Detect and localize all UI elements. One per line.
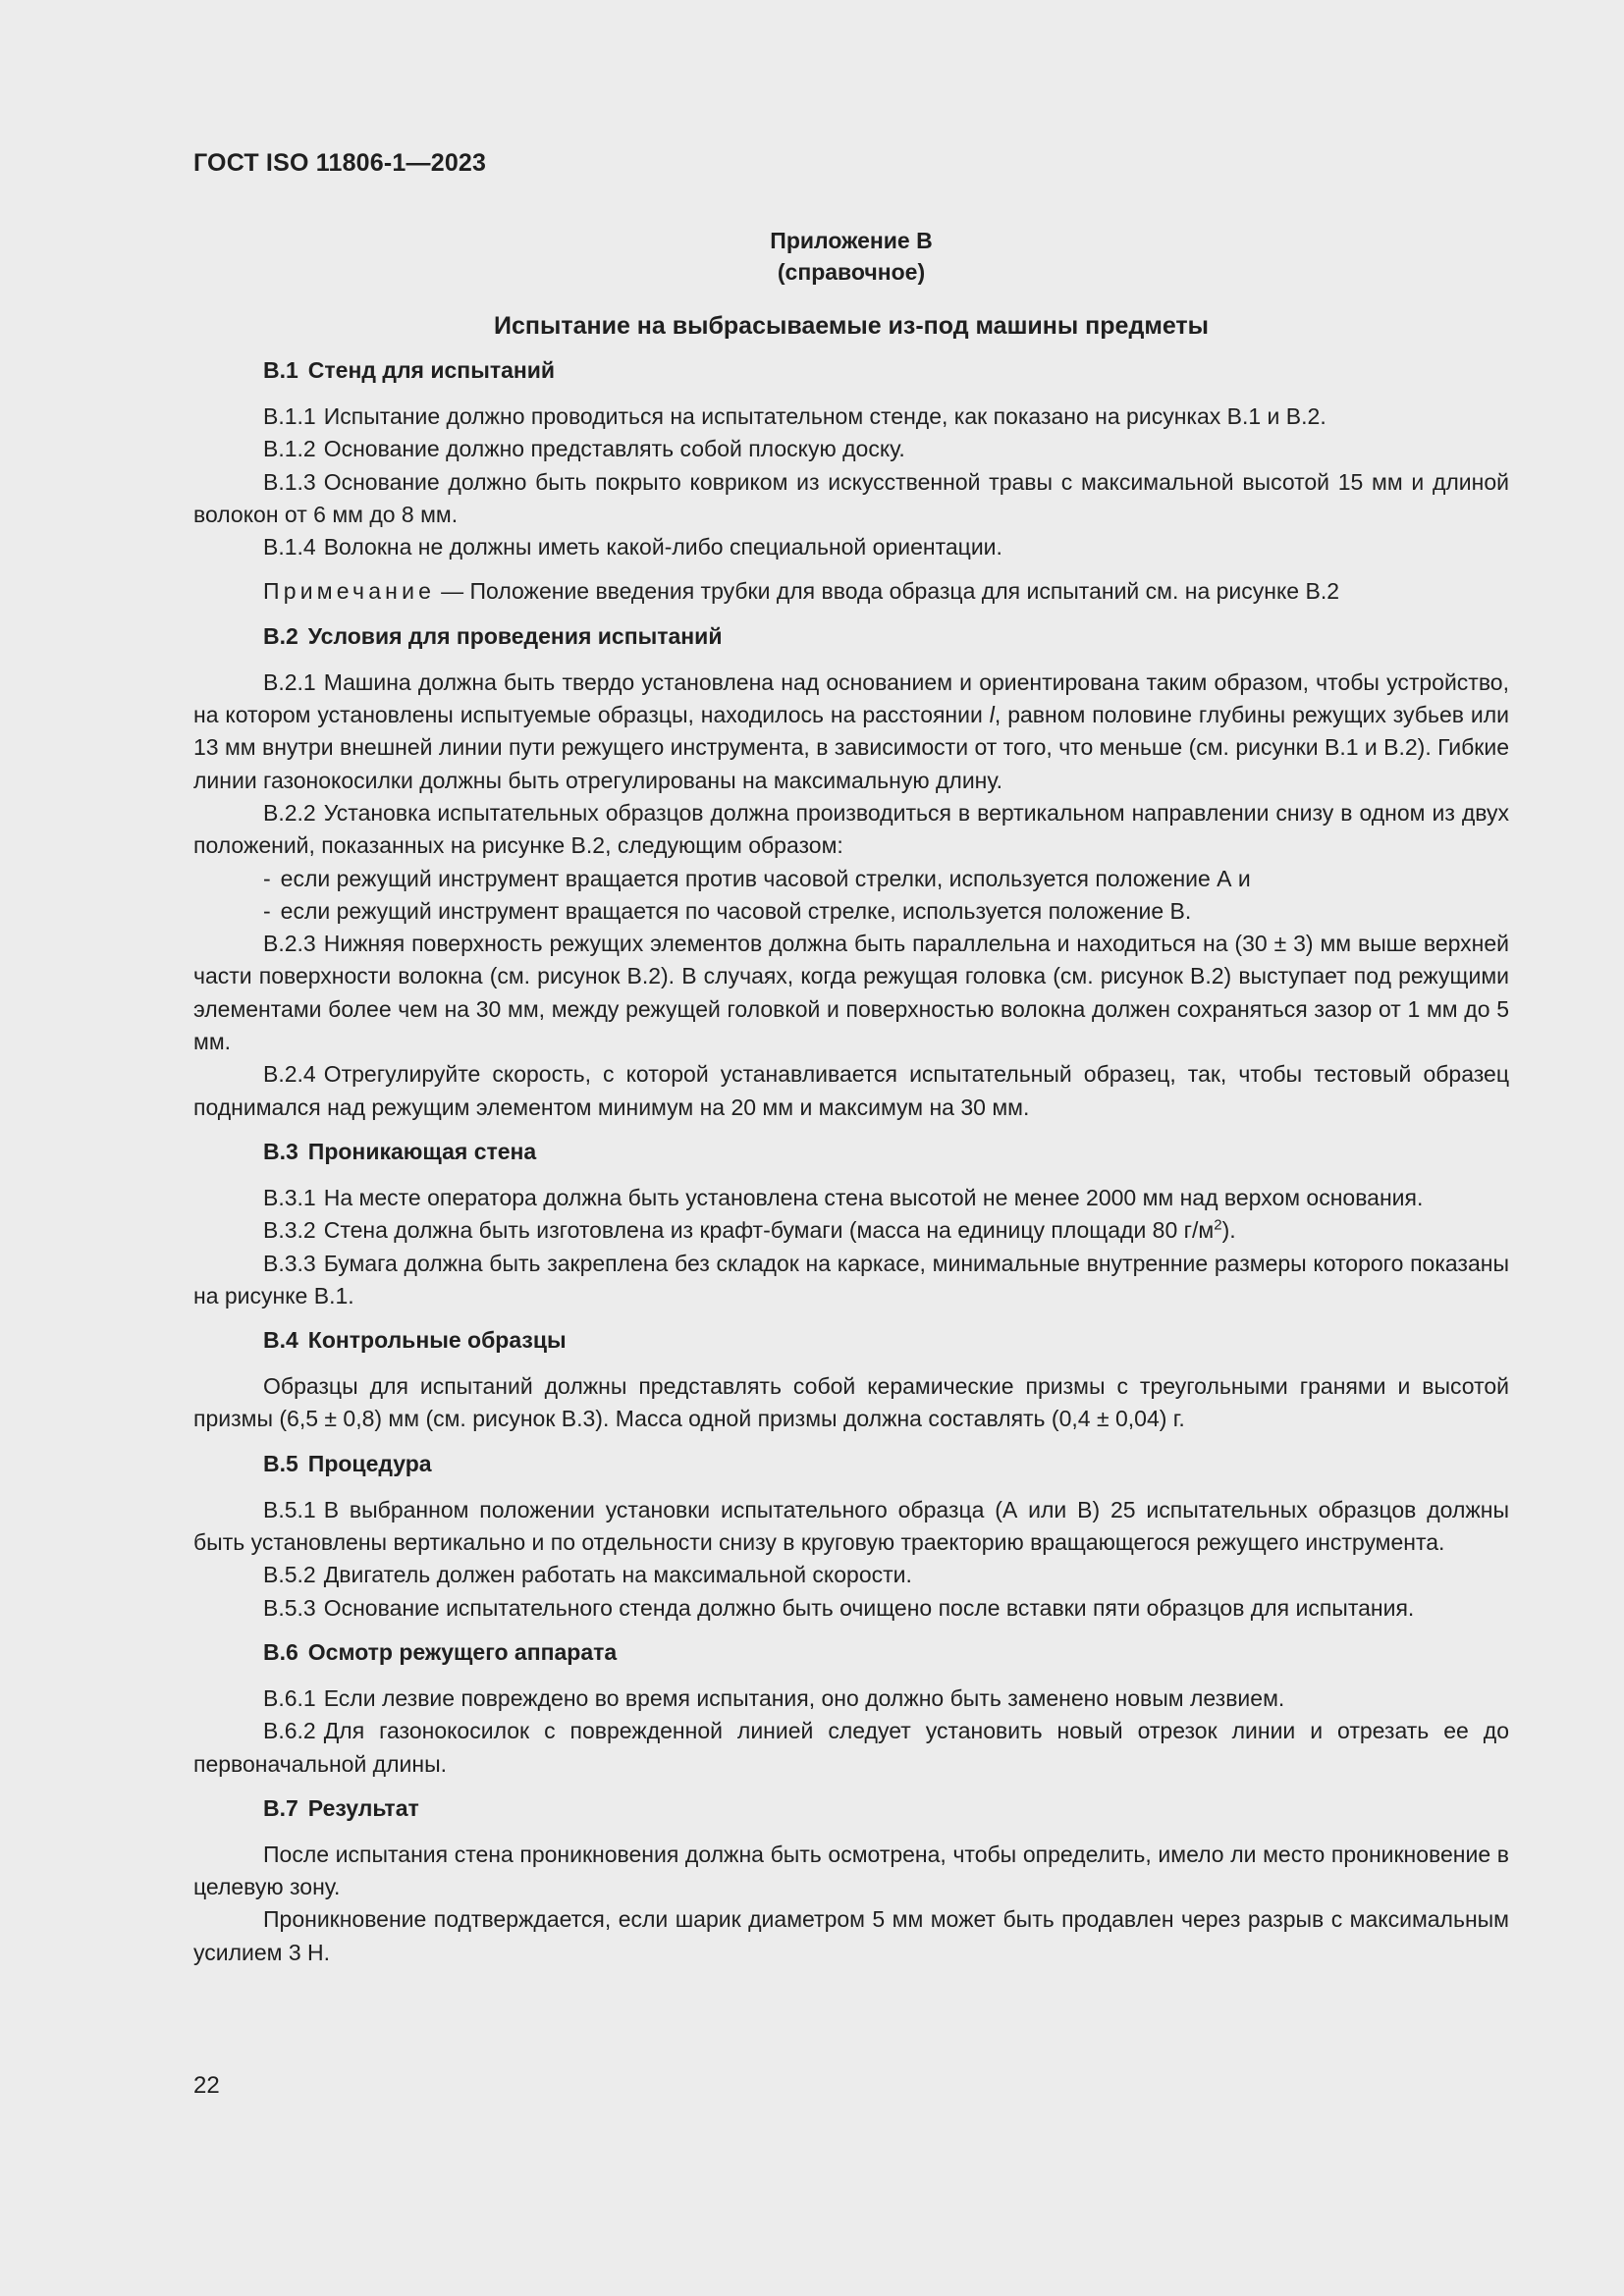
list-dash: -	[263, 897, 271, 924]
clause-text: Основание испытательного стенда должно быть очищено после вставки пяти образцов для испытания.	[323, 1594, 1415, 1621]
clause-number: В.5.1	[263, 1496, 316, 1522]
clause-number: В.6.1	[263, 1684, 316, 1711]
clause-text: Отрегулируйте скорость, с которой устанавливается испытательный образец, так, чтобы тестовый образец поднимался над режущим элементом минимум на 20 мм и максимум на 30 мм.	[193, 1061, 1509, 1120]
clause-number: В.2.2	[263, 799, 316, 826]
clause-text: Основание должно быть покрыто ковриком из искусственной травы с максимальной высотой 15 мм и длиной волокон от 6 мм до 8 мм.	[193, 468, 1509, 527]
section-heading-b5	[193, 1448, 1509, 1480]
clause-number: В.1.4	[263, 534, 316, 561]
section-title: Контрольные образцы	[307, 1327, 567, 1354]
clause-b2-2	[193, 797, 1509, 863]
clause-text: Испытание должно проводиться на испытательном стенде, как показано на рисунках В.1 и В.2.	[323, 403, 1326, 429]
annex-content	[193, 225, 1509, 1969]
clause-number: В.2.1	[263, 668, 316, 695]
section-heading-b1	[193, 354, 1509, 387]
list-dash: -	[263, 865, 271, 891]
clause-b3-2	[193, 1214, 1509, 1247]
clause-b5-3	[193, 1592, 1509, 1625]
annex-main-title: Испытание на выбрасываемые из-под машины предметы	[494, 312, 1209, 340]
section-number: В.1	[263, 357, 298, 383]
clause-number: В.2.4	[263, 1061, 316, 1088]
note-text: — Положение введения трубки для ввода образца для испытаний см. на рисунке В.2	[441, 578, 1339, 605]
clause-b3-3	[193, 1248, 1509, 1313]
section-number: В.6	[263, 1638, 298, 1665]
section-number: В.3	[263, 1138, 298, 1164]
superscript: 2	[1214, 1216, 1222, 1234]
clause-b5-1	[193, 1494, 1509, 1560]
section-title: Процедура	[307, 1450, 432, 1476]
section-heading-b3	[193, 1136, 1509, 1168]
clause-b6-2	[193, 1715, 1509, 1781]
clause-text: Нижняя поверхность режущих элементов должна быть параллельна и находиться на (30 ± 3) мм выше верхней части поверхности волокна (см. рисунок В.2). В случаях, когда режущая головка (см. рисунок В.2) выступает под режущими элементами более чем на 30 мм, между режущей головкой и поверхностью волокна должен сохраняться зазор от 1 мм до 5 мм.	[193, 931, 1509, 1055]
clause-b3-1	[193, 1182, 1509, 1214]
clause-number: В.2.3	[263, 931, 316, 957]
note	[193, 575, 1509, 608]
clause-text: Волокна не должны иметь какой-либо специальной ориентации.	[323, 534, 1002, 561]
section-title: Осмотр режущего аппарата	[307, 1638, 618, 1665]
clause-b1-4	[193, 531, 1509, 563]
section-title: Стенд для испытаний	[307, 357, 556, 383]
clause-text: Стена должна быть изготовлена из крафт-бумаги (масса на единицу площади 80 г/м	[323, 1217, 1215, 1244]
clause-b2-3	[193, 928, 1509, 1058]
section-heading-b6	[193, 1636, 1509, 1669]
clause-text-continued: , равном половине глубины режущих зубьев или 13 мм внутри внешней линии пути режущего инструмента, в зависимости от того, что меньше (см. рисунки В.1 и В.2). Гибкие линии газонокосилки должны быть отрегулированы на максимальную длину.	[193, 702, 1510, 793]
clause-text: Основание должно представлять собой плоскую доску.	[323, 436, 905, 462]
clause-b2-1	[193, 667, 1509, 797]
annex-type: (справочное)	[777, 259, 926, 285]
section-heading-b2	[193, 620, 1509, 653]
clause-number: В.3.2	[263, 1217, 316, 1244]
paragraph-b7-1: После испытания стена проникновения должна быть осмотрена, чтобы определить, имело ли место проникновение в целевую зону.	[193, 1841, 1509, 1900]
section-title: Условия для проведения испытаний	[307, 622, 723, 649]
clause-number: В.1.1	[263, 403, 316, 429]
clause-b1-2	[193, 433, 1509, 465]
clause-b1-3	[193, 466, 1509, 532]
clause-text: Двигатель должен работать на максимальной скорости.	[323, 1562, 912, 1588]
document-page	[193, 0, 1509, 2296]
section-heading-b4	[193, 1324, 1509, 1357]
paragraph-b7-2: Проникновение подтверждается, если шарик диаметром 5 мм может быть продавлен через разрыв с максимальным усилием 3 Н.	[193, 1906, 1509, 1965]
clause-number: В.6.2	[263, 1718, 316, 1744]
clause-text: В выбранном положении установки испытательного образца (А или В) 25 испытательных образцов должны быть установлены вертикально и по отдельности снизу в круговую траекторию вращающегося режущего инструмента.	[193, 1496, 1509, 1556]
list-item-text: если режущий инструмент вращается против часовой стрелки, используется положение А и	[280, 865, 1251, 891]
variable-l: l	[989, 702, 995, 728]
list-item-text: если режущий инструмент вращается по часовой стрелке, используется положение В.	[280, 897, 1192, 924]
clause-number: В.1.3	[263, 468, 316, 495]
list-item	[193, 895, 1509, 928]
note-label: Примечание	[263, 578, 436, 605]
clause-b5-2	[193, 1559, 1509, 1591]
clause-text: Бумага должна быть закреплена без складок на каркасе, минимальные внутренние размеры которого показаны на рисунке В.1.	[193, 1250, 1509, 1308]
annex-title: Приложение В	[770, 228, 933, 253]
clause-b1-1	[193, 400, 1509, 433]
clause-text: На месте оператора должна быть установлена стена высотой не менее 2000 мм над верхом основания.	[323, 1184, 1424, 1210]
section-title: Результат	[307, 1794, 419, 1821]
section-heading-b7	[193, 1792, 1509, 1825]
section-title: Проникающая стена	[307, 1138, 537, 1164]
clause-text-tail: ).	[1221, 1217, 1236, 1244]
clause-number: В.3.3	[263, 1250, 316, 1276]
clause-text: Установка испытательных образцов должна производиться в вертикальном направлении снизу в одном из двух положений, показанных на рисунке В.2, следующим образом:	[193, 799, 1509, 859]
clause-b6-1	[193, 1682, 1509, 1715]
clause-number: В.5.2	[263, 1562, 316, 1588]
clause-number: В.5.3	[263, 1594, 316, 1621]
paragraph-b4: Образцы для испытаний должны представлять собой керамические призмы с треугольными гранями и высотой призмы (6,5 ± 0,8) мм (см. рисунок В.3). Масса одной призмы должна составлять (0,4 ± 0,04) г.	[193, 1373, 1509, 1432]
clause-text: Машина должна быть твердо установлена над основанием и ориентирована таким образом, чтобы устройство, на котором установлены испытуемые образцы, находилось на расстоянии	[193, 668, 1509, 728]
section-number: В.5	[263, 1450, 298, 1476]
section-number: В.2	[263, 622, 298, 649]
clause-text: Для газонокосилок с поврежденной линией следует установить новый отрезок линии и отрезать ее до первоначальной длины.	[193, 1718, 1509, 1777]
clause-text: Если лезвие повреждено во время испытания, оно должно быть заменено новым лезвием.	[323, 1684, 1285, 1711]
clause-number: В.1.2	[263, 436, 316, 462]
list-item	[193, 863, 1509, 895]
section-number: В.4	[263, 1327, 298, 1354]
section-number: В.7	[263, 1794, 298, 1821]
page-number: 22	[193, 2072, 220, 2099]
clause-number: В.3.1	[263, 1184, 316, 1210]
clause-b2-4	[193, 1058, 1509, 1124]
document-code-header: ГОСТ ISO 11806-1—2023	[193, 149, 487, 177]
